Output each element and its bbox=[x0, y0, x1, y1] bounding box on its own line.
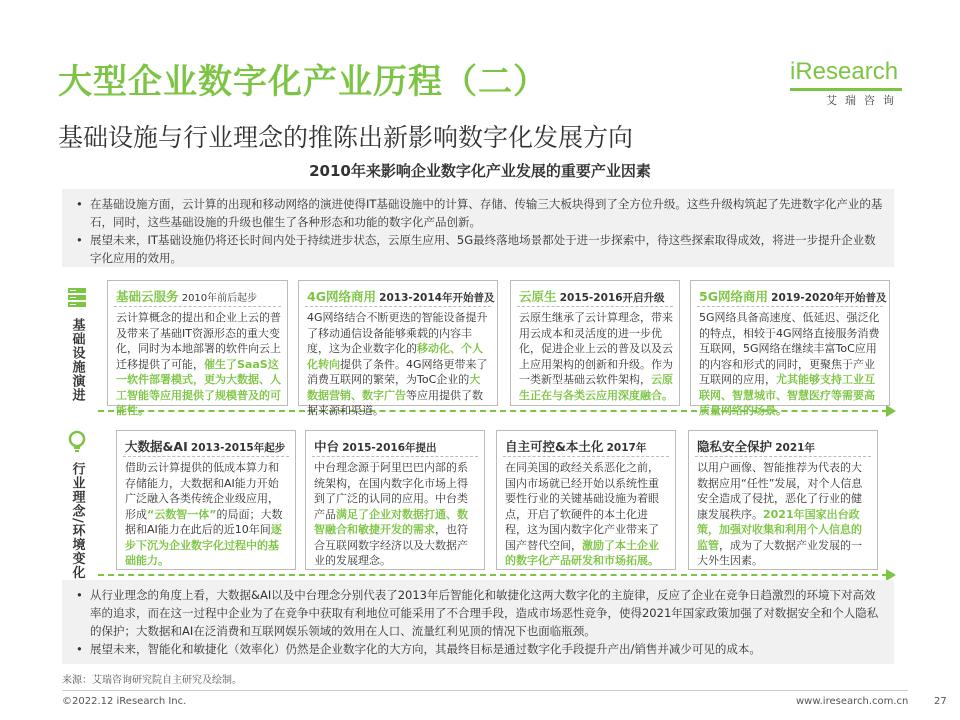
arrow-head-icon bbox=[886, 405, 896, 417]
card-key: 中台 bbox=[314, 439, 340, 454]
card-year: 2010年前后起步 bbox=[181, 293, 258, 304]
section-heading: 2010年来影响企业数字化产业发展的重要产业因素 bbox=[309, 162, 651, 180]
card-body: 在同美国的政经关系恶化之前，国内市场就已经开始以系统性重要性行业的关键基础设施为着眼点，开启了软硬件的本土化进程，这为国内数字化产业带来了国产替代空间，激励了本土企业的数字化产品研发和市场拓展。 bbox=[505, 461, 659, 567]
card-year: 2021年 bbox=[775, 442, 815, 454]
side-label-concept: 行业理念/环境变化 bbox=[69, 462, 85, 580]
side-label-infra: 基础设施演进 bbox=[69, 318, 85, 402]
card-divider bbox=[695, 456, 871, 457]
infra-card-4g bbox=[298, 280, 498, 417]
lightbulb-icon bbox=[66, 430, 88, 452]
card-key: 隐私安全保护 bbox=[697, 439, 773, 454]
server-icon bbox=[66, 286, 88, 308]
card-divider bbox=[503, 456, 669, 457]
footer-copyright: ©2022.12 iResearch Inc. bbox=[62, 696, 187, 707]
concept-card-middle-platform bbox=[305, 430, 485, 570]
card-key: 4G网络商用 bbox=[307, 289, 376, 304]
card-divider bbox=[123, 456, 289, 457]
card-year: 2013-2014年开始普及 bbox=[379, 292, 495, 304]
page-title: 大型企业数字化产业历程（二） bbox=[58, 62, 548, 102]
card-body: 中台理念源于阿里巴巴内部的系统架构，在国内数字化市场上得到了广泛的认同的应用。中台类产品满足了企业对数据打通、数智融合和敏捷开发的需求，也符合互联网数字经济以及大数据产业的发展理念。 bbox=[314, 461, 468, 567]
card-year: 2013-2015年起步 bbox=[190, 442, 286, 454]
card-body: 云原生继承了云计算理念，带来用云成本和灵活度的进一步优化，促进企业上云的普及以及云上应用架构的创新和升级。作为一类新型基础云软件架构，云原生正在与各类云应用深度融合。 bbox=[519, 311, 673, 402]
concept-card-privacy bbox=[688, 430, 878, 570]
card-key: 自主可控&本土化 bbox=[505, 439, 604, 454]
summary-bullet: • 从行业理念的角度上看，大数据&AI以及中台理念分别代表了2013年后智能化和敏捷化这两大数字化的主旋律，反应了企业在竞争日趋激烈的环境下对高效率的追求，而在这一过程中企业为了在竞争中获取有利地位可能采用了不合理手段，造成市场恶性竞争，使得2021年国家政策加强了对数据安全和个人隐私的保护；大数据和AI在泛消费和互联网娱乐领域的效用在人口、流量红利见顶的情况下也面临瓶颈。 bbox=[72, 586, 884, 640]
card-year: 2015-2016开启升级 bbox=[559, 292, 665, 304]
side-concept bbox=[62, 430, 92, 580]
card-key: 基础云服务 bbox=[116, 289, 179, 304]
card-year: 2015-2016年提出 bbox=[342, 442, 437, 454]
card-body: 云计算概念的提出和企业上云的普及带来了基础IT资源形态的重大变化，同时为本地部署的软件向云上迁移提供了可能，催生了SaaS这一软件部署模式，更为大数据、人工智能等应用提供了规模普及的可能性。 bbox=[116, 311, 281, 417]
iresearch-logo bbox=[790, 58, 910, 112]
card-divider bbox=[114, 306, 281, 307]
summary-box-top bbox=[62, 189, 894, 267]
page-number: 27 bbox=[934, 696, 947, 707]
concept-card-localization bbox=[496, 430, 676, 570]
summary-bullet: • 展望未来，IT基础设施仍将还长时间内处于持续进步状态，云原生应用、5G最终落地场景都处于进一步探索中，待这些探索取得成效，将进一步提升企业数字化应用的效用。 bbox=[72, 231, 884, 267]
logo-bar bbox=[790, 88, 902, 91]
card-year: 2019-2020年开始普及 bbox=[771, 292, 887, 304]
page-subtitle: 基础设施与行业理念的推陈出新影响数字化发展方向 bbox=[58, 123, 634, 152]
summary-bullet: • 在基础设施方面，云计算的出现和移动网络的演进使得IT基础设施中的计算、存储、传输三大板块得到了全方位升级。这些升级构筑起了先进数字化产业的基石，同时，这些基础设施的升级也催生了各种形态和功能的数字化产品创新。 bbox=[72, 195, 884, 231]
source-note: 来源：艾瑞咨询研究院自主研究及绘制。 bbox=[62, 675, 242, 686]
concept-card-bigdata-ai bbox=[116, 430, 296, 570]
logo-subtext: 艾瑞咨询 bbox=[826, 94, 902, 107]
card-body: 4G网络结合不断更迭的智能设备提升了移动通信设备能够乘载的内容丰度，这为企业数字化的移动化、个人化转向提供了条件。4G网络更带来了消费互联网的繁荣，为ToC企业的大数据营销、数字广告等应用提供了数据来源和渠道。 bbox=[307, 311, 488, 417]
card-year: 2017年 bbox=[606, 442, 647, 454]
card-body: 以用户画像、智能推荐为代表的大数据应用“任性”发展，对个人信息安全造成了侵扰，恶化了行业的健康发展秩序。2021年国家出台政策，加强对收集和利用个人信息的监管，成为了大数据产业发展的一大外生因素。 bbox=[697, 461, 863, 567]
footer-divider bbox=[62, 690, 908, 691]
infra-card-5g bbox=[690, 280, 890, 417]
logo-text: iResearch bbox=[790, 58, 899, 85]
card-divider bbox=[517, 306, 673, 307]
card-body: 5G网络具备高速度、低延迟、强泛化的特点，相较于4G网络直接服务消费互联网，5G网络在继续丰富ToC应用的内容和形式的同时，更聚焦于产业互联网的应用，尤其能够支持工业互联网、智慧城市、智慧医疗等需要高质量网络的场景。 bbox=[699, 311, 880, 417]
card-key: 5G网络商用 bbox=[699, 289, 768, 304]
infra-card-cloud bbox=[107, 280, 288, 417]
summary-box-bottom bbox=[62, 580, 894, 664]
timeline-arrow-concept bbox=[98, 574, 888, 576]
side-infra bbox=[62, 286, 92, 402]
card-divider bbox=[312, 456, 478, 457]
card-key: 大数据&AI bbox=[125, 439, 188, 454]
footer-url: www.iresearch.com.cn bbox=[796, 696, 909, 707]
card-key: 云原生 bbox=[519, 289, 557, 304]
card-divider bbox=[305, 306, 491, 307]
infra-card-cloud-native bbox=[510, 280, 680, 406]
summary-bullet: • 展望未来，智能化和敏捷化（效率化）仍然是企业数字化的大方向，其最终目标是通过数字化手段提升产出/销售并减少可见的成本。 bbox=[72, 640, 884, 658]
card-divider bbox=[697, 306, 883, 307]
card-body: 借助云计算提供的低成本算力和存储能力，大数据和AI能力开始广泛融入各类传统企业级应用，形成“云数智一体”的局面；大数据和AI能力在此后的近10年间逐步下沉为企业数字化过程中的基础能力。 bbox=[125, 461, 283, 567]
